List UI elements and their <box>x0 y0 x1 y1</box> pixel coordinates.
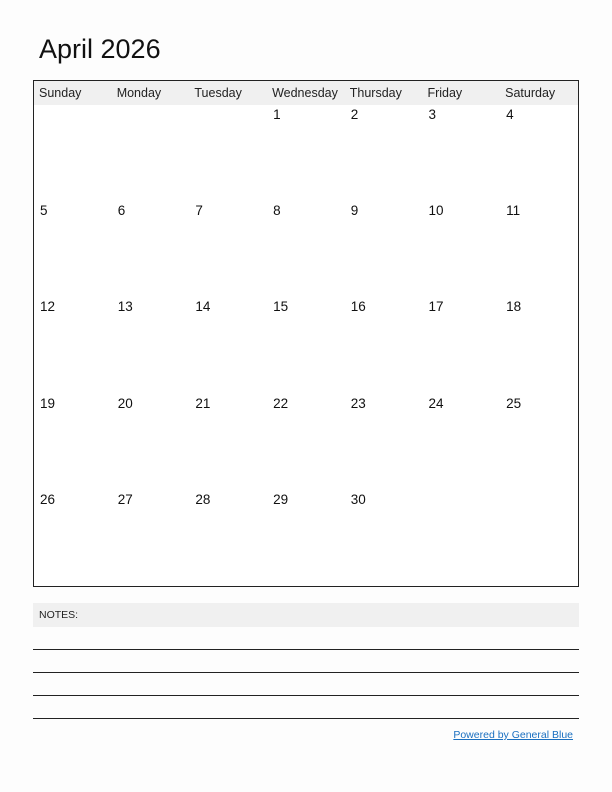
page-title: April 2026 <box>39 34 161 64</box>
weekday-sunday: Sunday <box>39 86 82 100</box>
powered-by-link[interactable]: Powered by General Blue <box>453 729 573 741</box>
day-cell: 1 <box>273 107 281 122</box>
day-cell: 15 <box>273 299 289 315</box>
day-cell: 17 <box>428 299 444 315</box>
day-cell <box>112 105 190 201</box>
day-cell: 11 <box>506 203 521 219</box>
day-cell: 21 <box>195 395 211 411</box>
weekday-monday: Monday <box>116 86 162 100</box>
day-cell: 28 <box>195 491 211 507</box>
week-row <box>34 490 578 586</box>
notes-line <box>33 672 579 673</box>
notes-header: NOTES: <box>33 603 579 627</box>
day-cell: 26 <box>40 491 56 507</box>
day-cell: 22 <box>273 395 289 411</box>
day-cell: 20 <box>117 395 133 411</box>
weekday-wednesday: Wednesday <box>272 86 338 100</box>
notes-line <box>33 718 579 719</box>
week-row <box>34 394 578 490</box>
day-cell: 4 <box>506 107 514 122</box>
day-cell: 25 <box>506 395 522 411</box>
day-cell: 12 <box>40 299 56 315</box>
weeks-container <box>34 105 578 586</box>
day-cell: 16 <box>350 299 366 315</box>
day-cell: 7 <box>195 203 203 219</box>
week-row <box>34 297 578 393</box>
day-cell: 14 <box>195 299 211 315</box>
week-row <box>34 105 578 201</box>
day-cell: 27 <box>117 491 133 507</box>
day-cell: 10 <box>428 203 444 219</box>
day-cell: 29 <box>273 491 289 507</box>
weekday-header-row <box>34 81 578 105</box>
day-cell: 5 <box>40 203 48 219</box>
day-cell: 18 <box>506 299 522 315</box>
day-cell <box>189 105 267 201</box>
weekday-saturday: Saturday <box>505 86 556 100</box>
notes-line <box>33 695 579 696</box>
day-cell: 2 <box>350 107 359 122</box>
day-cell: 24 <box>428 395 444 411</box>
notes-line <box>33 649 579 650</box>
weekday-friday: Friday <box>427 86 463 100</box>
day-cell <box>500 490 578 586</box>
day-cell: 3 <box>428 107 436 122</box>
day-cell: 23 <box>350 395 366 411</box>
day-cell: 19 <box>40 395 56 411</box>
week-row <box>34 201 578 297</box>
day-cell: 30 <box>350 491 366 507</box>
weekday-thursday: Thursday <box>349 86 402 100</box>
day-cell: 13 <box>117 299 133 315</box>
weekday-tuesday: Tuesday <box>194 86 242 100</box>
day-cell <box>34 105 112 201</box>
day-cell: 9 <box>350 203 359 219</box>
day-cell: 6 <box>117 203 126 219</box>
day-cell: 8 <box>273 203 281 219</box>
day-cell <box>422 490 500 586</box>
calendar-grid <box>33 80 579 587</box>
